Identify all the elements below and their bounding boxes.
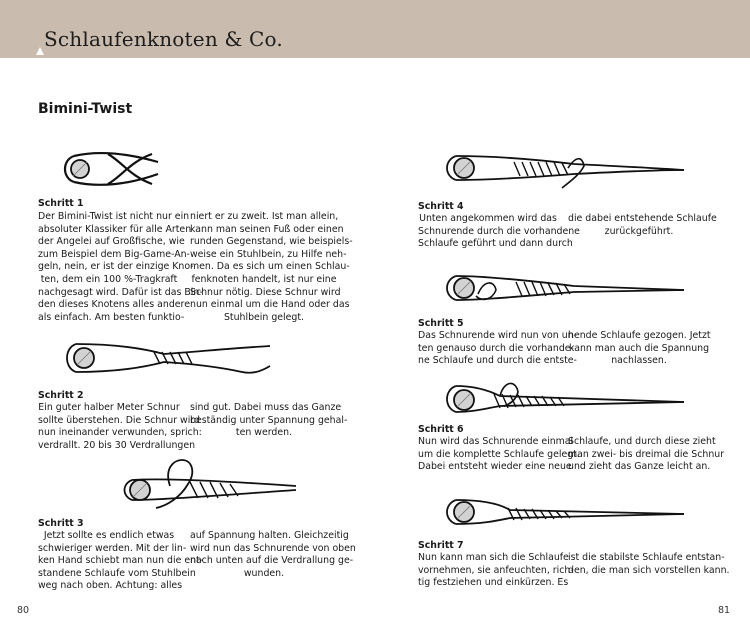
text-line: runden Gegenstand, wie beispiels- [190, 236, 353, 248]
text-line: der Angelei auf Großfische, wie [38, 236, 185, 248]
step-3-illustration [120, 458, 302, 518]
text-line: men. Da es sich um einen Schlau- [190, 261, 350, 273]
text-line: ne Schlaufe und durch die entste- [418, 355, 577, 367]
text-line: zum Beispiel dem Big-Game-An- [38, 248, 190, 260]
text-line: hende Schlaufe gezogen. Jetzt [568, 330, 711, 341]
text-line: Unten angekommen wird das [419, 213, 557, 224]
step-1-label: Schritt 1 [38, 198, 84, 209]
text-line: Stuhlbein gelegt. [223, 311, 305, 323]
step-1-illustration [60, 148, 170, 190]
step-6-label: Schritt 6 [418, 424, 464, 435]
text-line: nachgesagt wird. Dafür ist das Bin- [38, 286, 203, 298]
step-4-label: Schritt 4 [418, 201, 464, 212]
step-6-text-col1 [418, 436, 580, 474]
text-line: man zwei- bis dreimal die Schnur [568, 448, 725, 460]
text-line: standene Schlaufe vom Stuhlbein [38, 567, 196, 579]
text-line: und zieht das Ganze leicht an. [568, 461, 711, 473]
text-line: Nun kann man sich die Schlaufe [418, 552, 569, 563]
page-header-title: Schlaufenknoten & Co. [44, 27, 283, 51]
step-3-label: Schritt 3 [38, 518, 84, 529]
text-line: ist die stabilste Schlaufe entstan- [568, 552, 725, 563]
step-7-text-col1 [418, 552, 574, 590]
text-line: Ein guter halber Meter Schnur [38, 402, 180, 413]
text-line: nach unten auf die Verdrallung ge- [190, 555, 354, 567]
text-line: weise ein Stuhlbein, zu Hilfe neh- [190, 248, 347, 260]
text-line: Schnur nötig. Diese Schnur wird [190, 286, 341, 298]
step-6-text-col2 [568, 436, 725, 474]
text-line: Nun wird das Schnurende einmal [418, 436, 574, 447]
text-line: Jetzt sollte es endlich etwas [43, 530, 175, 541]
text-line: ken Hand schiebt man nun die ent- [38, 555, 204, 567]
text-line: Schlaufe, und durch diese zieht [568, 436, 716, 447]
text-line: als einfach. Am besten funktio- [38, 311, 185, 323]
text-line: den dieses Knotens alles andere [38, 299, 190, 311]
step-5-illustration [444, 268, 690, 310]
step-2-label: Schritt 2 [38, 390, 84, 401]
step-4-text-col1 [418, 213, 580, 251]
text-line: nun ineinander verwunden, sprich: [38, 427, 202, 439]
step-7-text-col2 [568, 552, 730, 577]
text-line: den, die man sich vorstellen kann. [568, 564, 730, 576]
text-line: tig festziehen und einkürzen. Es [418, 577, 569, 589]
step-7-label: Schritt 7 [418, 540, 464, 551]
text-line: ten werden. [235, 427, 293, 439]
text-line: ten, dem ein 100 %-Tragkraft [40, 273, 178, 285]
text-line: nun einmal um die Hand oder das [190, 299, 350, 311]
step-1-text-col1 [38, 211, 203, 324]
section-title: Bimini-Twist [38, 101, 133, 117]
text-line: Schnurende durch die vorhandene [418, 225, 580, 237]
text-line: nachlassen. [611, 355, 667, 367]
header-tick [36, 47, 44, 55]
step-3-text-col1 [38, 530, 204, 593]
step-4-text-col2 [568, 213, 717, 238]
step-1-text-col2 [190, 211, 353, 324]
text-line: die dabei entstehende Schlaufe [568, 213, 717, 224]
page-number-right: 81 [718, 605, 731, 616]
step-5-text-col1 [418, 330, 577, 368]
step-2-text-col2 [190, 402, 348, 440]
text-line: kann man auch die Spannung [568, 342, 710, 354]
text-line: wunden. [243, 567, 285, 579]
text-line: um die komplette Schlaufe gelegt. [418, 448, 580, 460]
step-6-illustration [444, 378, 690, 422]
text-line: wird nun das Schnurende von oben [190, 542, 356, 554]
text-line: absoluter Klassiker für alle Arten [38, 223, 192, 235]
text-line: verdrallt. 20 bis 30 Verdrallungen [38, 439, 196, 451]
text-line: schwieriger werden. Mit der lin- [38, 542, 187, 554]
page-number-left: 80 [17, 605, 30, 616]
step-2-illustration [64, 338, 276, 378]
step-4-illustration [444, 148, 690, 190]
text-line: vornehmen, sie anfeuchten, rich- [418, 564, 574, 576]
text-line: fenknoten handelt, ist nur eine [191, 273, 337, 285]
text-line: zurückgeführt. [604, 225, 674, 237]
text-line: niert er zu zweit. Ist man allein, [190, 211, 339, 222]
text-line: Der Bimini-Twist ist nicht nur ein [38, 211, 190, 222]
step-5-text-col2 [568, 330, 710, 368]
text-line: Schlaufe geführt und dann durch [418, 238, 573, 250]
text-line: Dabei entsteht wieder eine neue [418, 461, 572, 473]
text-line: Das Schnurende wird nun von un- [418, 330, 577, 341]
text-line: ten genauso durch die vorhande- [418, 342, 574, 354]
step-5-label: Schritt 5 [418, 318, 464, 329]
text-line: sind gut. Dabei muss das Ganze [190, 402, 342, 413]
step-2-text-col1 [38, 402, 202, 452]
text-line: kann man seinen Fuß oder einen [190, 223, 344, 235]
text-line: weg nach oben. Achtung: alles [38, 580, 183, 592]
text-line: sollte überstehen. Die Schnur wird [38, 414, 200, 426]
step-3-text-col2 [190, 530, 356, 580]
text-line: beständig unter Spannung gehal- [190, 414, 348, 426]
step-7-illustration [444, 492, 690, 534]
text-line: geln, nein, er ist der einzige Kno- [38, 261, 194, 273]
text-line: auf Spannung halten. Gleichzeitig [190, 530, 349, 541]
